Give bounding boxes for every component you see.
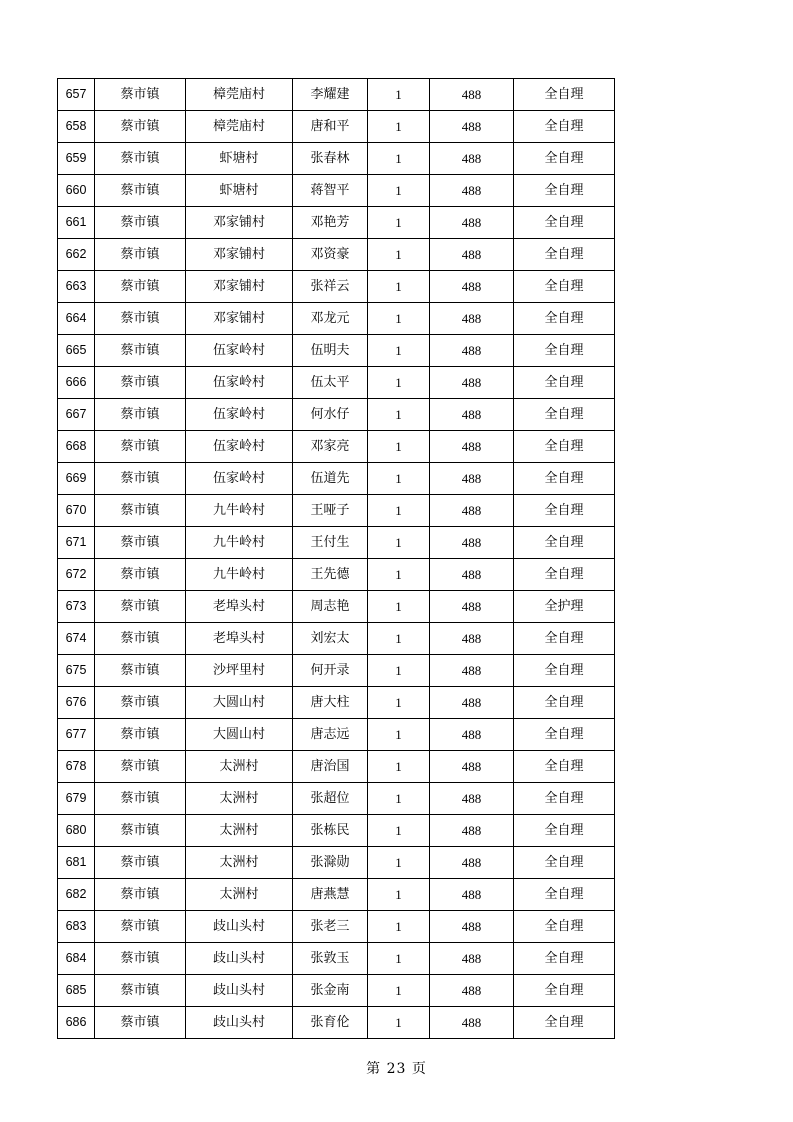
table-row	[58, 79, 615, 111]
count-cell: 1	[368, 239, 430, 271]
row-number-cell: 663	[58, 271, 95, 303]
table-row	[58, 847, 615, 879]
village-cell: 伍家岭村	[186, 367, 293, 399]
town-cell: 蔡市镇	[95, 431, 186, 463]
town-cell: 蔡市镇	[95, 207, 186, 239]
town-cell: 蔡市镇	[95, 239, 186, 271]
amount-cell: 488	[430, 847, 514, 879]
town-cell: 蔡市镇	[95, 751, 186, 783]
person-name-cell: 伍太平	[293, 367, 368, 399]
row-number-cell: 659	[58, 143, 95, 175]
table-row	[58, 591, 615, 623]
amount-cell: 488	[430, 335, 514, 367]
village-cell: 大圆山村	[186, 687, 293, 719]
village-cell: 老埠头村	[186, 623, 293, 655]
table-row	[58, 879, 615, 911]
table-row	[58, 335, 615, 367]
care-type-cell: 全自理	[514, 527, 615, 559]
count-cell: 1	[368, 943, 430, 975]
count-cell: 1	[368, 591, 430, 623]
village-cell: 太洲村	[186, 751, 293, 783]
village-cell: 歧山头村	[186, 1007, 293, 1039]
count-cell: 1	[368, 335, 430, 367]
count-cell: 1	[368, 719, 430, 751]
amount-cell: 488	[430, 143, 514, 175]
row-number-cell: 682	[58, 879, 95, 911]
amount-cell: 488	[430, 1007, 514, 1039]
village-cell: 樟莞庙村	[186, 79, 293, 111]
village-cell: 樟莞庙村	[186, 111, 293, 143]
row-number-cell: 681	[58, 847, 95, 879]
row-number-cell: 671	[58, 527, 95, 559]
table-row	[58, 431, 615, 463]
care-type-cell: 全自理	[514, 431, 615, 463]
village-cell: 邓家铺村	[186, 239, 293, 271]
town-cell: 蔡市镇	[95, 175, 186, 207]
village-cell: 伍家岭村	[186, 431, 293, 463]
amount-cell: 488	[430, 271, 514, 303]
care-type-cell: 全自理	[514, 111, 615, 143]
care-type-cell: 全自理	[514, 335, 615, 367]
village-cell: 太洲村	[186, 783, 293, 815]
person-name-cell: 何开录	[293, 655, 368, 687]
amount-cell: 488	[430, 879, 514, 911]
village-cell: 歧山头村	[186, 975, 293, 1007]
town-cell: 蔡市镇	[95, 559, 186, 591]
amount-cell: 488	[430, 591, 514, 623]
table-body	[58, 79, 615, 1039]
amount-cell: 488	[430, 687, 514, 719]
amount-cell: 488	[430, 655, 514, 687]
row-number-cell: 678	[58, 751, 95, 783]
town-cell: 蔡市镇	[95, 1007, 186, 1039]
village-cell: 伍家岭村	[186, 335, 293, 367]
count-cell: 1	[368, 1007, 430, 1039]
count-cell: 1	[368, 687, 430, 719]
care-type-cell: 全自理	[514, 719, 615, 751]
care-type-cell: 全自理	[514, 751, 615, 783]
amount-cell: 488	[430, 559, 514, 591]
row-number-cell: 679	[58, 783, 95, 815]
town-cell: 蔡市镇	[95, 879, 186, 911]
person-name-cell: 伍道先	[293, 463, 368, 495]
town-cell: 蔡市镇	[95, 623, 186, 655]
table-row	[58, 367, 615, 399]
village-cell: 邓家铺村	[186, 271, 293, 303]
care-type-cell: 全自理	[514, 303, 615, 335]
count-cell: 1	[368, 975, 430, 1007]
town-cell: 蔡市镇	[95, 335, 186, 367]
town-cell: 蔡市镇	[95, 655, 186, 687]
village-cell: 虾塘村	[186, 175, 293, 207]
count-cell: 1	[368, 79, 430, 111]
town-cell: 蔡市镇	[95, 143, 186, 175]
amount-cell: 488	[430, 943, 514, 975]
row-number-cell: 664	[58, 303, 95, 335]
amount-cell: 488	[430, 463, 514, 495]
table-row	[58, 655, 615, 687]
table-row	[58, 495, 615, 527]
person-name-cell: 李耀建	[293, 79, 368, 111]
village-cell: 虾塘村	[186, 143, 293, 175]
care-type-cell: 全自理	[514, 239, 615, 271]
person-name-cell: 王付生	[293, 527, 368, 559]
count-cell: 1	[368, 911, 430, 943]
amount-cell: 488	[430, 239, 514, 271]
count-cell: 1	[368, 303, 430, 335]
care-type-cell: 全自理	[514, 783, 615, 815]
table-row	[58, 943, 615, 975]
care-type-cell: 全自理	[514, 495, 615, 527]
table-row	[58, 527, 615, 559]
count-cell: 1	[368, 463, 430, 495]
count-cell: 1	[368, 623, 430, 655]
table-row	[58, 303, 615, 335]
row-number-cell: 676	[58, 687, 95, 719]
amount-cell: 488	[430, 527, 514, 559]
person-name-cell: 张祥云	[293, 271, 368, 303]
count-cell: 1	[368, 815, 430, 847]
amount-cell: 488	[430, 367, 514, 399]
row-number-cell: 670	[58, 495, 95, 527]
row-number-cell: 673	[58, 591, 95, 623]
amount-cell: 488	[430, 911, 514, 943]
row-number-cell: 684	[58, 943, 95, 975]
town-cell: 蔡市镇	[95, 463, 186, 495]
row-number-cell: 672	[58, 559, 95, 591]
person-name-cell: 张育伦	[293, 1007, 368, 1039]
count-cell: 1	[368, 783, 430, 815]
row-number-cell: 674	[58, 623, 95, 655]
person-name-cell: 王先德	[293, 559, 368, 591]
amount-cell: 488	[430, 79, 514, 111]
person-name-cell: 张滁勋	[293, 847, 368, 879]
count-cell: 1	[368, 559, 430, 591]
village-cell: 歧山头村	[186, 911, 293, 943]
town-cell: 蔡市镇	[95, 399, 186, 431]
care-type-cell: 全自理	[514, 463, 615, 495]
count-cell: 1	[368, 527, 430, 559]
row-number-cell: 683	[58, 911, 95, 943]
count-cell: 1	[368, 367, 430, 399]
person-name-cell: 邓艳芳	[293, 207, 368, 239]
person-name-cell: 张金南	[293, 975, 368, 1007]
row-number-cell: 669	[58, 463, 95, 495]
row-number-cell: 668	[58, 431, 95, 463]
row-number-cell: 680	[58, 815, 95, 847]
count-cell: 1	[368, 207, 430, 239]
person-name-cell: 王哑子	[293, 495, 368, 527]
count-cell: 1	[368, 271, 430, 303]
town-cell: 蔡市镇	[95, 303, 186, 335]
person-name-cell: 伍明夫	[293, 335, 368, 367]
person-name-cell: 唐燕慧	[293, 879, 368, 911]
count-cell: 1	[368, 495, 430, 527]
person-name-cell: 张栋民	[293, 815, 368, 847]
village-cell: 伍家岭村	[186, 463, 293, 495]
table-row	[58, 175, 615, 207]
person-name-cell: 张老三	[293, 911, 368, 943]
amount-cell: 488	[430, 495, 514, 527]
table-row	[58, 559, 615, 591]
town-cell: 蔡市镇	[95, 367, 186, 399]
town-cell: 蔡市镇	[95, 687, 186, 719]
page-number: 第 23 页	[366, 1061, 427, 1077]
care-type-cell: 全自理	[514, 847, 615, 879]
count-cell: 1	[368, 143, 430, 175]
row-number-cell: 660	[58, 175, 95, 207]
town-cell: 蔡市镇	[95, 719, 186, 751]
table-row	[58, 623, 615, 655]
count-cell: 1	[368, 431, 430, 463]
care-type-cell: 全自理	[514, 911, 615, 943]
row-number-cell: 662	[58, 239, 95, 271]
amount-cell: 488	[430, 303, 514, 335]
care-type-cell: 全自理	[514, 175, 615, 207]
amount-cell: 488	[430, 751, 514, 783]
care-type-cell: 全自理	[514, 943, 615, 975]
table-row	[58, 815, 615, 847]
count-cell: 1	[368, 751, 430, 783]
table-row	[58, 783, 615, 815]
table-row	[58, 463, 615, 495]
data-table-container	[57, 78, 615, 1039]
person-name-cell: 邓家亮	[293, 431, 368, 463]
row-number-cell: 685	[58, 975, 95, 1007]
village-cell: 老埠头村	[186, 591, 293, 623]
count-cell: 1	[368, 847, 430, 879]
village-cell: 伍家岭村	[186, 399, 293, 431]
care-type-cell: 全自理	[514, 207, 615, 239]
table-row	[58, 399, 615, 431]
care-type-cell: 全自理	[514, 143, 615, 175]
care-type-cell: 全自理	[514, 559, 615, 591]
town-cell: 蔡市镇	[95, 271, 186, 303]
village-cell: 太洲村	[186, 847, 293, 879]
village-cell: 太洲村	[186, 879, 293, 911]
table-row	[58, 207, 615, 239]
care-type-cell: 全自理	[514, 815, 615, 847]
town-cell: 蔡市镇	[95, 591, 186, 623]
table-row	[58, 687, 615, 719]
village-cell: 太洲村	[186, 815, 293, 847]
amount-cell: 488	[430, 207, 514, 239]
amount-cell: 488	[430, 431, 514, 463]
person-name-cell: 唐志远	[293, 719, 368, 751]
person-name-cell: 刘宏太	[293, 623, 368, 655]
table-row	[58, 143, 615, 175]
count-cell: 1	[368, 655, 430, 687]
village-cell: 沙坪里村	[186, 655, 293, 687]
village-cell: 邓家铺村	[186, 207, 293, 239]
person-name-cell: 张敦玉	[293, 943, 368, 975]
amount-cell: 488	[430, 783, 514, 815]
amount-cell: 488	[430, 111, 514, 143]
village-cell: 大圆山村	[186, 719, 293, 751]
person-name-cell: 张春林	[293, 143, 368, 175]
town-cell: 蔡市镇	[95, 911, 186, 943]
care-type-cell: 全自理	[514, 655, 615, 687]
person-name-cell: 唐大柱	[293, 687, 368, 719]
person-name-cell: 何水仔	[293, 399, 368, 431]
amount-cell: 488	[430, 815, 514, 847]
person-name-cell: 蒋智平	[293, 175, 368, 207]
table-row	[58, 111, 615, 143]
town-cell: 蔡市镇	[95, 815, 186, 847]
village-cell: 邓家铺村	[186, 303, 293, 335]
row-number-cell: 658	[58, 111, 95, 143]
count-cell: 1	[368, 399, 430, 431]
row-number-cell: 665	[58, 335, 95, 367]
town-cell: 蔡市镇	[95, 527, 186, 559]
person-name-cell: 邓龙元	[293, 303, 368, 335]
row-number-cell: 686	[58, 1007, 95, 1039]
care-type-cell: 全自理	[514, 879, 615, 911]
amount-cell: 488	[430, 399, 514, 431]
care-type-cell: 全自理	[514, 399, 615, 431]
row-number-cell: 677	[58, 719, 95, 751]
care-type-cell: 全自理	[514, 1007, 615, 1039]
amount-cell: 488	[430, 175, 514, 207]
care-type-cell: 全自理	[514, 623, 615, 655]
amount-cell: 488	[430, 719, 514, 751]
count-cell: 1	[368, 175, 430, 207]
care-type-cell: 全自理	[514, 271, 615, 303]
town-cell: 蔡市镇	[95, 943, 186, 975]
amount-cell: 488	[430, 975, 514, 1007]
person-name-cell: 唐治国	[293, 751, 368, 783]
table-row	[58, 271, 615, 303]
town-cell: 蔡市镇	[95, 847, 186, 879]
count-cell: 1	[368, 879, 430, 911]
village-cell: 九牛岭村	[186, 527, 293, 559]
care-type-cell: 全护理	[514, 591, 615, 623]
town-cell: 蔡市镇	[95, 783, 186, 815]
village-cell: 九牛岭村	[186, 495, 293, 527]
table-row	[58, 751, 615, 783]
care-type-cell: 全自理	[514, 367, 615, 399]
row-number-cell: 675	[58, 655, 95, 687]
amount-cell: 488	[430, 623, 514, 655]
person-name-cell: 张超位	[293, 783, 368, 815]
town-cell: 蔡市镇	[95, 495, 186, 527]
table-row	[58, 975, 615, 1007]
care-type-cell: 全自理	[514, 79, 615, 111]
town-cell: 蔡市镇	[95, 79, 186, 111]
person-name-cell: 唐和平	[293, 111, 368, 143]
table-row	[58, 1007, 615, 1039]
village-cell: 九牛岭村	[186, 559, 293, 591]
table-row	[58, 911, 615, 943]
town-cell: 蔡市镇	[95, 111, 186, 143]
village-cell: 歧山头村	[186, 943, 293, 975]
care-type-cell: 全自理	[514, 687, 615, 719]
count-cell: 1	[368, 111, 430, 143]
row-number-cell: 661	[58, 207, 95, 239]
person-name-cell: 周志艳	[293, 591, 368, 623]
table-row	[58, 239, 615, 271]
row-number-cell: 666	[58, 367, 95, 399]
person-name-cell: 邓资豪	[293, 239, 368, 271]
row-number-cell: 667	[58, 399, 95, 431]
recipient-table	[57, 78, 615, 1039]
row-number-cell: 657	[58, 79, 95, 111]
care-type-cell: 全自理	[514, 975, 615, 1007]
town-cell: 蔡市镇	[95, 975, 186, 1007]
table-row	[58, 719, 615, 751]
